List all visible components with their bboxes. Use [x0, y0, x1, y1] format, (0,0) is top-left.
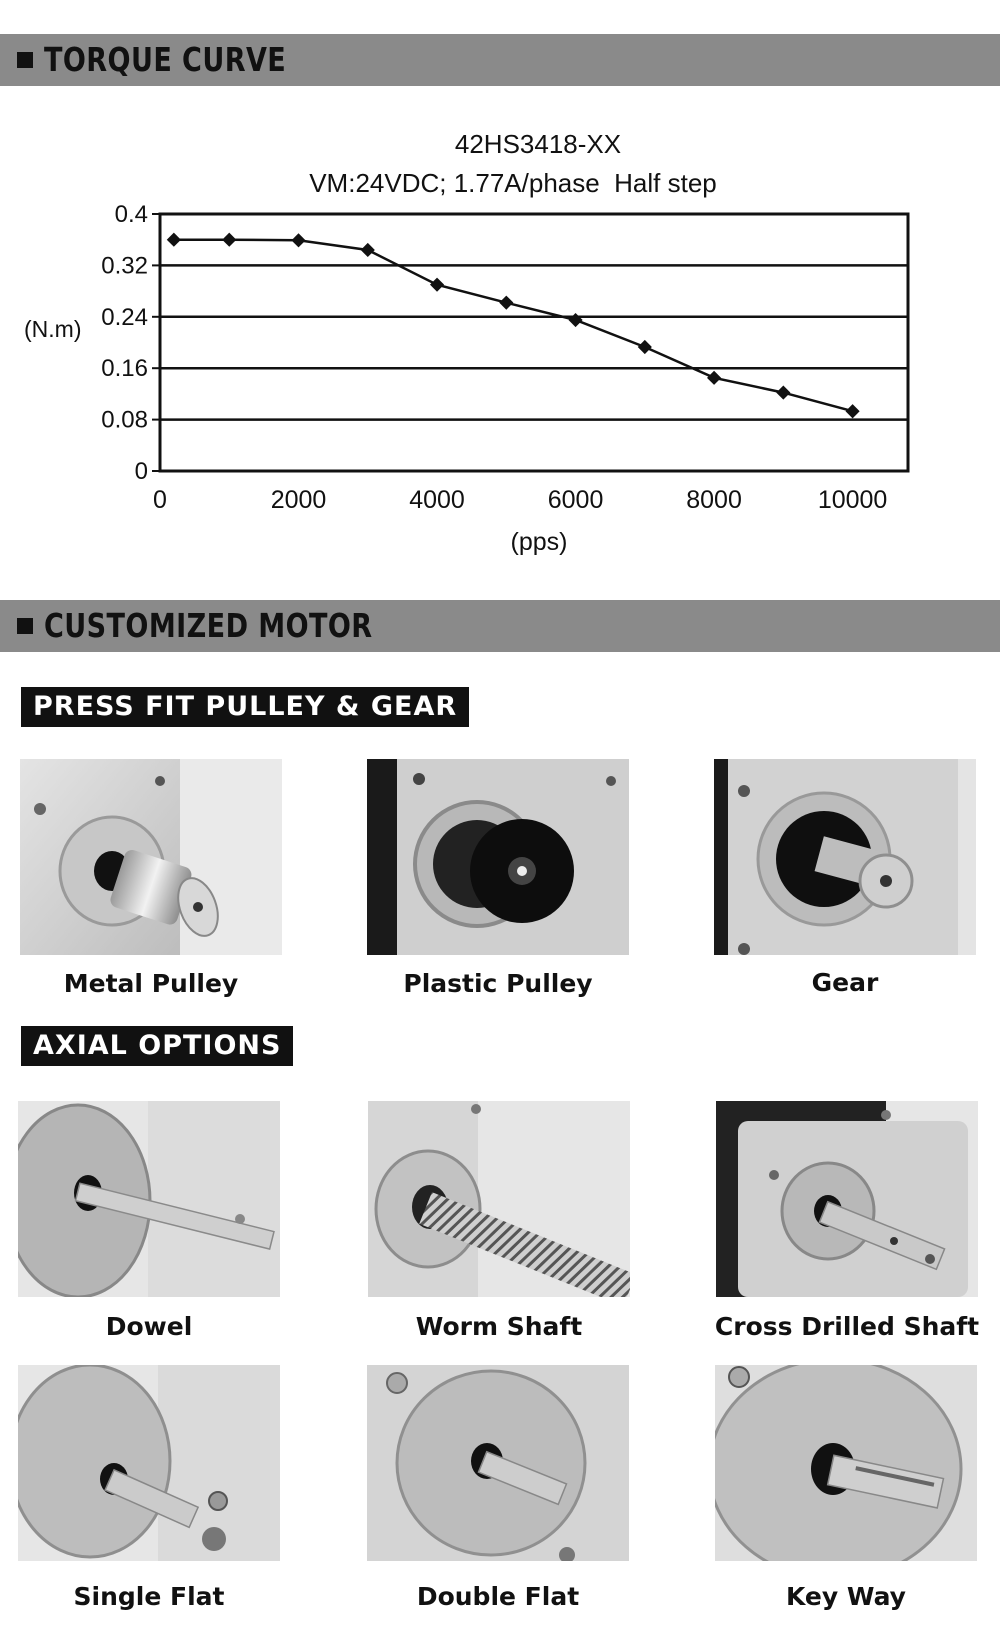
- x-tick-label: 6000: [547, 486, 604, 514]
- section-title: CUSTOMIZED MOTOR: [44, 606, 373, 645]
- x-tick-label: 2000: [270, 486, 327, 514]
- torque-series: [167, 233, 860, 419]
- data-point: [167, 233, 181, 247]
- customized-motor-header: [0, 600, 1000, 652]
- chart-title: 42HS3418-XX: [454, 129, 622, 159]
- card-caption: Dowel: [105, 1312, 193, 1341]
- x-tick-label: 8000: [686, 486, 742, 514]
- axial-options-label: AXIAL OPTIONS: [21, 1026, 293, 1066]
- data-point: [568, 313, 582, 327]
- product-card-cross-drilled-shaft: [714, 1101, 980, 1341]
- card-caption: Double Flat: [416, 1582, 580, 1611]
- double-flat-photo: [367, 1365, 629, 1561]
- y-tick-label: 0.08: [101, 406, 148, 434]
- data-point: [846, 404, 860, 418]
- worm-shaft-photo: [368, 1101, 630, 1297]
- torque-curve-chart: [0, 118, 1000, 578]
- data-point: [776, 386, 790, 400]
- product-card-double-flat: [367, 1365, 629, 1611]
- product-card-dowel: [18, 1101, 280, 1341]
- press-fit-label: PRESS FIT PULLEY & GEAR: [21, 687, 469, 727]
- single-flat-photo: [18, 1365, 280, 1561]
- x-tick-label: 10000: [817, 486, 888, 514]
- product-card-worm-shaft: [368, 1101, 630, 1341]
- x-tick-label: 0: [153, 486, 167, 514]
- data-point: [291, 233, 305, 247]
- chart-subtitle: VM:24VDC; 1.77A/phase Half step: [309, 168, 717, 198]
- section-title: TORQUE CURVE: [44, 40, 287, 79]
- plastic-pulley-photo: [367, 759, 629, 955]
- x-axis-label: (pps): [510, 528, 568, 556]
- x-axis-ticks: [153, 486, 887, 514]
- metal-pulley-photo: [20, 759, 282, 955]
- data-point: [638, 340, 652, 354]
- data-point: [430, 278, 444, 292]
- key-way-photo: [715, 1365, 977, 1561]
- product-card-plastic-pulley: [367, 759, 629, 998]
- chart-grid: [160, 214, 908, 471]
- torque-curve-header: [0, 34, 1000, 86]
- y-axis-label: (N.m): [24, 316, 82, 342]
- square-bullet-icon: [17, 618, 33, 634]
- card-caption: Single Flat: [73, 1582, 225, 1611]
- data-point: [361, 243, 375, 257]
- y-tick-label: 0: [134, 458, 148, 485]
- square-bullet-icon: [17, 52, 33, 68]
- plot-frame: [160, 214, 908, 471]
- y-axis-ticks: [101, 201, 160, 485]
- product-card-single-flat: [18, 1365, 280, 1611]
- y-tick-label: 0.24: [101, 303, 148, 331]
- x-tick-label: 4000: [409, 486, 465, 514]
- gear-photo: [714, 759, 976, 955]
- y-tick-label: 0.16: [101, 355, 148, 383]
- product-card-key-way: [715, 1365, 977, 1611]
- card-caption: Key Way: [786, 1582, 906, 1611]
- data-point: [499, 296, 513, 310]
- dowel-photo: [18, 1101, 280, 1297]
- card-caption: Metal Pulley: [63, 969, 239, 998]
- data-point: [707, 371, 721, 385]
- data-point: [222, 233, 236, 247]
- card-caption: Cross Drilled Shaft: [714, 1312, 980, 1341]
- cross-drilled-shaft-photo: [716, 1101, 978, 1297]
- y-tick-label: 0.4: [114, 201, 148, 228]
- card-caption: Worm Shaft: [415, 1312, 583, 1341]
- card-caption: Gear: [811, 968, 879, 997]
- y-tick-label: 0.32: [101, 252, 148, 280]
- card-caption: Plastic Pulley: [403, 969, 593, 998]
- product-card-metal-pulley: [20, 759, 282, 998]
- product-card-gear: [714, 759, 976, 997]
